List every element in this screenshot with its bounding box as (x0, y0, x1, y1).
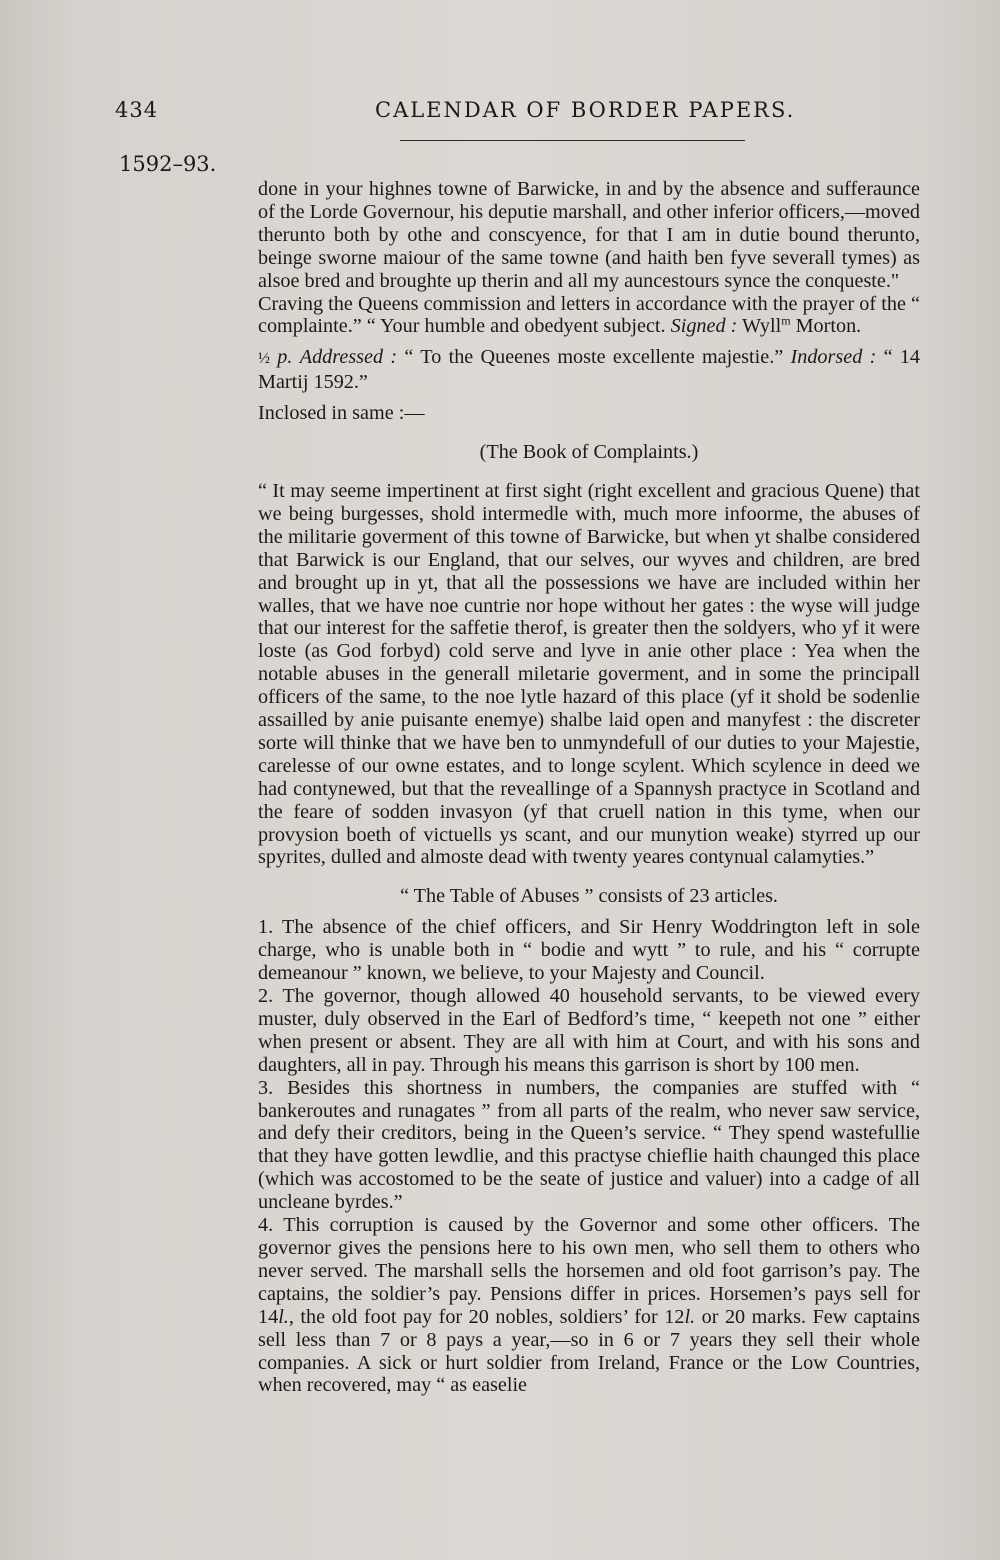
text-run: , the old foot pay for 20 nobles, soldiers’ for 12 (288, 1305, 685, 1328)
year-marginal: 1592–93. (119, 152, 217, 176)
indorsed-label: Indorsed : (790, 346, 877, 369)
text-run: l. (684, 1305, 696, 1328)
spacer (258, 433, 920, 441)
spacer (258, 338, 920, 346)
text-run: Wyll (742, 315, 782, 338)
paragraph (258, 346, 920, 394)
spacer (258, 472, 920, 480)
addressed-label: Addressed : (299, 346, 398, 369)
text-run: “ To the Queenes moste excellente majestie.” (404, 346, 784, 369)
paragraph: 3. Besides this shortness in numbers, the companies are stuffed with “ bankeroutes and runagates ” from all parts of the realm, who never saw service, and defy their creditors, being in the Queen’s service. “ They spend wastefullie that they have gotten lewdlie, and this practyse chieflie haith chaunged this place (which was accostomed to be the seate of justice and valuer) into a cadge of all uncleane byrdes.” (258, 1076, 920, 1214)
spacer (258, 877, 920, 885)
spacer (258, 908, 920, 916)
text-run: Morton. (795, 315, 862, 338)
paragraph: Inclosed in same :— (258, 402, 425, 425)
text-run: 4. This corruption is caused by the Governor and some other officers. The governor gives the pensions here to his own men, who sell them to others who never served. The marshall sells the horsemen and old foot garrison’s pay. The captains, the soldier’s pay. Pensions differ in prices. Horsemen’s pays sell for 14 (258, 1214, 920, 1328)
spacer (258, 464, 920, 472)
spacer (258, 394, 920, 402)
spacer (258, 869, 920, 877)
text-run: “ 14 Martij 1592.” (258, 346, 921, 394)
text-run: p. (277, 346, 293, 369)
body-text (258, 178, 920, 1397)
paragraph: done in your highnes towne of Barwicke, in and by the absence and sufferaunce of the Lorde Governour, his deputie marshall, and other inferior officers,—moved therunto both by othe and conscyence, for that I am in dutie bound therunto, beinge sworne maiour of the same towne (and haith ben fyve severall tymes) as alsoe bred and broughte up therin and all my auncestours synce the conqueste." (258, 178, 920, 292)
page-header (115, 98, 815, 138)
paragraph (258, 293, 920, 339)
superscript: m (781, 313, 791, 328)
text-run: l. (278, 1305, 289, 1328)
fraction: ½ (258, 350, 270, 368)
text-run: Craving the Queens commission and letters in accordance with the prayer of the “ complainte.” “ Your humble and obedyent subject. (258, 292, 920, 338)
running-title: CALENDAR OF BORDER PAPERS. (375, 98, 796, 122)
signed-label: Signed : (670, 315, 738, 338)
header-rule (400, 140, 745, 141)
spacer (258, 425, 920, 433)
section-heading: (The Book of Complaints.) (479, 441, 699, 464)
paragraph (258, 1214, 920, 1397)
text-run: or 20 marks. Few captains sell less than 7 or 8 pays a year,—so in 6 or 7 years they sell their whole companies. A sick or hurt soldier from Ireland, France or the Low Countries, when recovered, may “ as easelie (258, 1305, 921, 1397)
paragraph: “ It may seeme impertinent at first sight (right excellent and gracious Quene) that we being burgesses, shold intermedle with, much more infoorme, the abuses of the militarie goverment of this towne of Barwicke, but when yt shalbe considered that Barwick is our England, that our selves, our wyves and children, are bred and brought up in yt, that all the possessions we have are included within her walles, that we have noe cuntrie nor hope without her gates : the wyse will judge that our interest for the saffetie therof, is greater then the soldyers, who yf it were loste (as God forbyd) cold serve and lyve in anie other place : Yea when the notable abuses in the generall miletarie goverment, and in some the principall officers of the same, to the noe lytle hazard of this place (yf it shold be sodenlie assailled by anie puisante enemye) shalbe laid open and manyfest : the discreter sorte will thinke that we have ben to unmyndefull of our duties to your Majestie, carelesse of our owne estates, and to longe scylent. Which scylence in deed we had contynewed, but that the reveallinge of a Spannysh practyce in Scotland and the feare of sodden invasyon (yf that cruell nation in this tyme, when our provysion boeth of victuells ys scant, and our munytion weake) styrred up our spyrites, dulled and almoste dead with twenty yeares contynual calamyties.” (258, 479, 920, 869)
paragraph: 2. The governor, though allowed 40 household servants, to be viewed every muster, duly observed in the Earl of Bedford’s time, “ keepeth not one ” either when present or absent. They are all with him at Court, and with his sons and daughters, all in pay. Through his means this garrison is short by 100 men. (258, 985, 920, 1076)
paragraph: 1. The absence of the chief officers, and Sir Henry Woddrington left in sole charge, who is unable both in “ bodie and wytt ” to rule, and his “ corrupte demeanour ” known, we believe, to your Majesty and Council. (258, 916, 920, 985)
page-number: 434 (115, 98, 159, 122)
section-heading: “ The Table of Abuses ” consists of 23 articles. (400, 885, 778, 908)
